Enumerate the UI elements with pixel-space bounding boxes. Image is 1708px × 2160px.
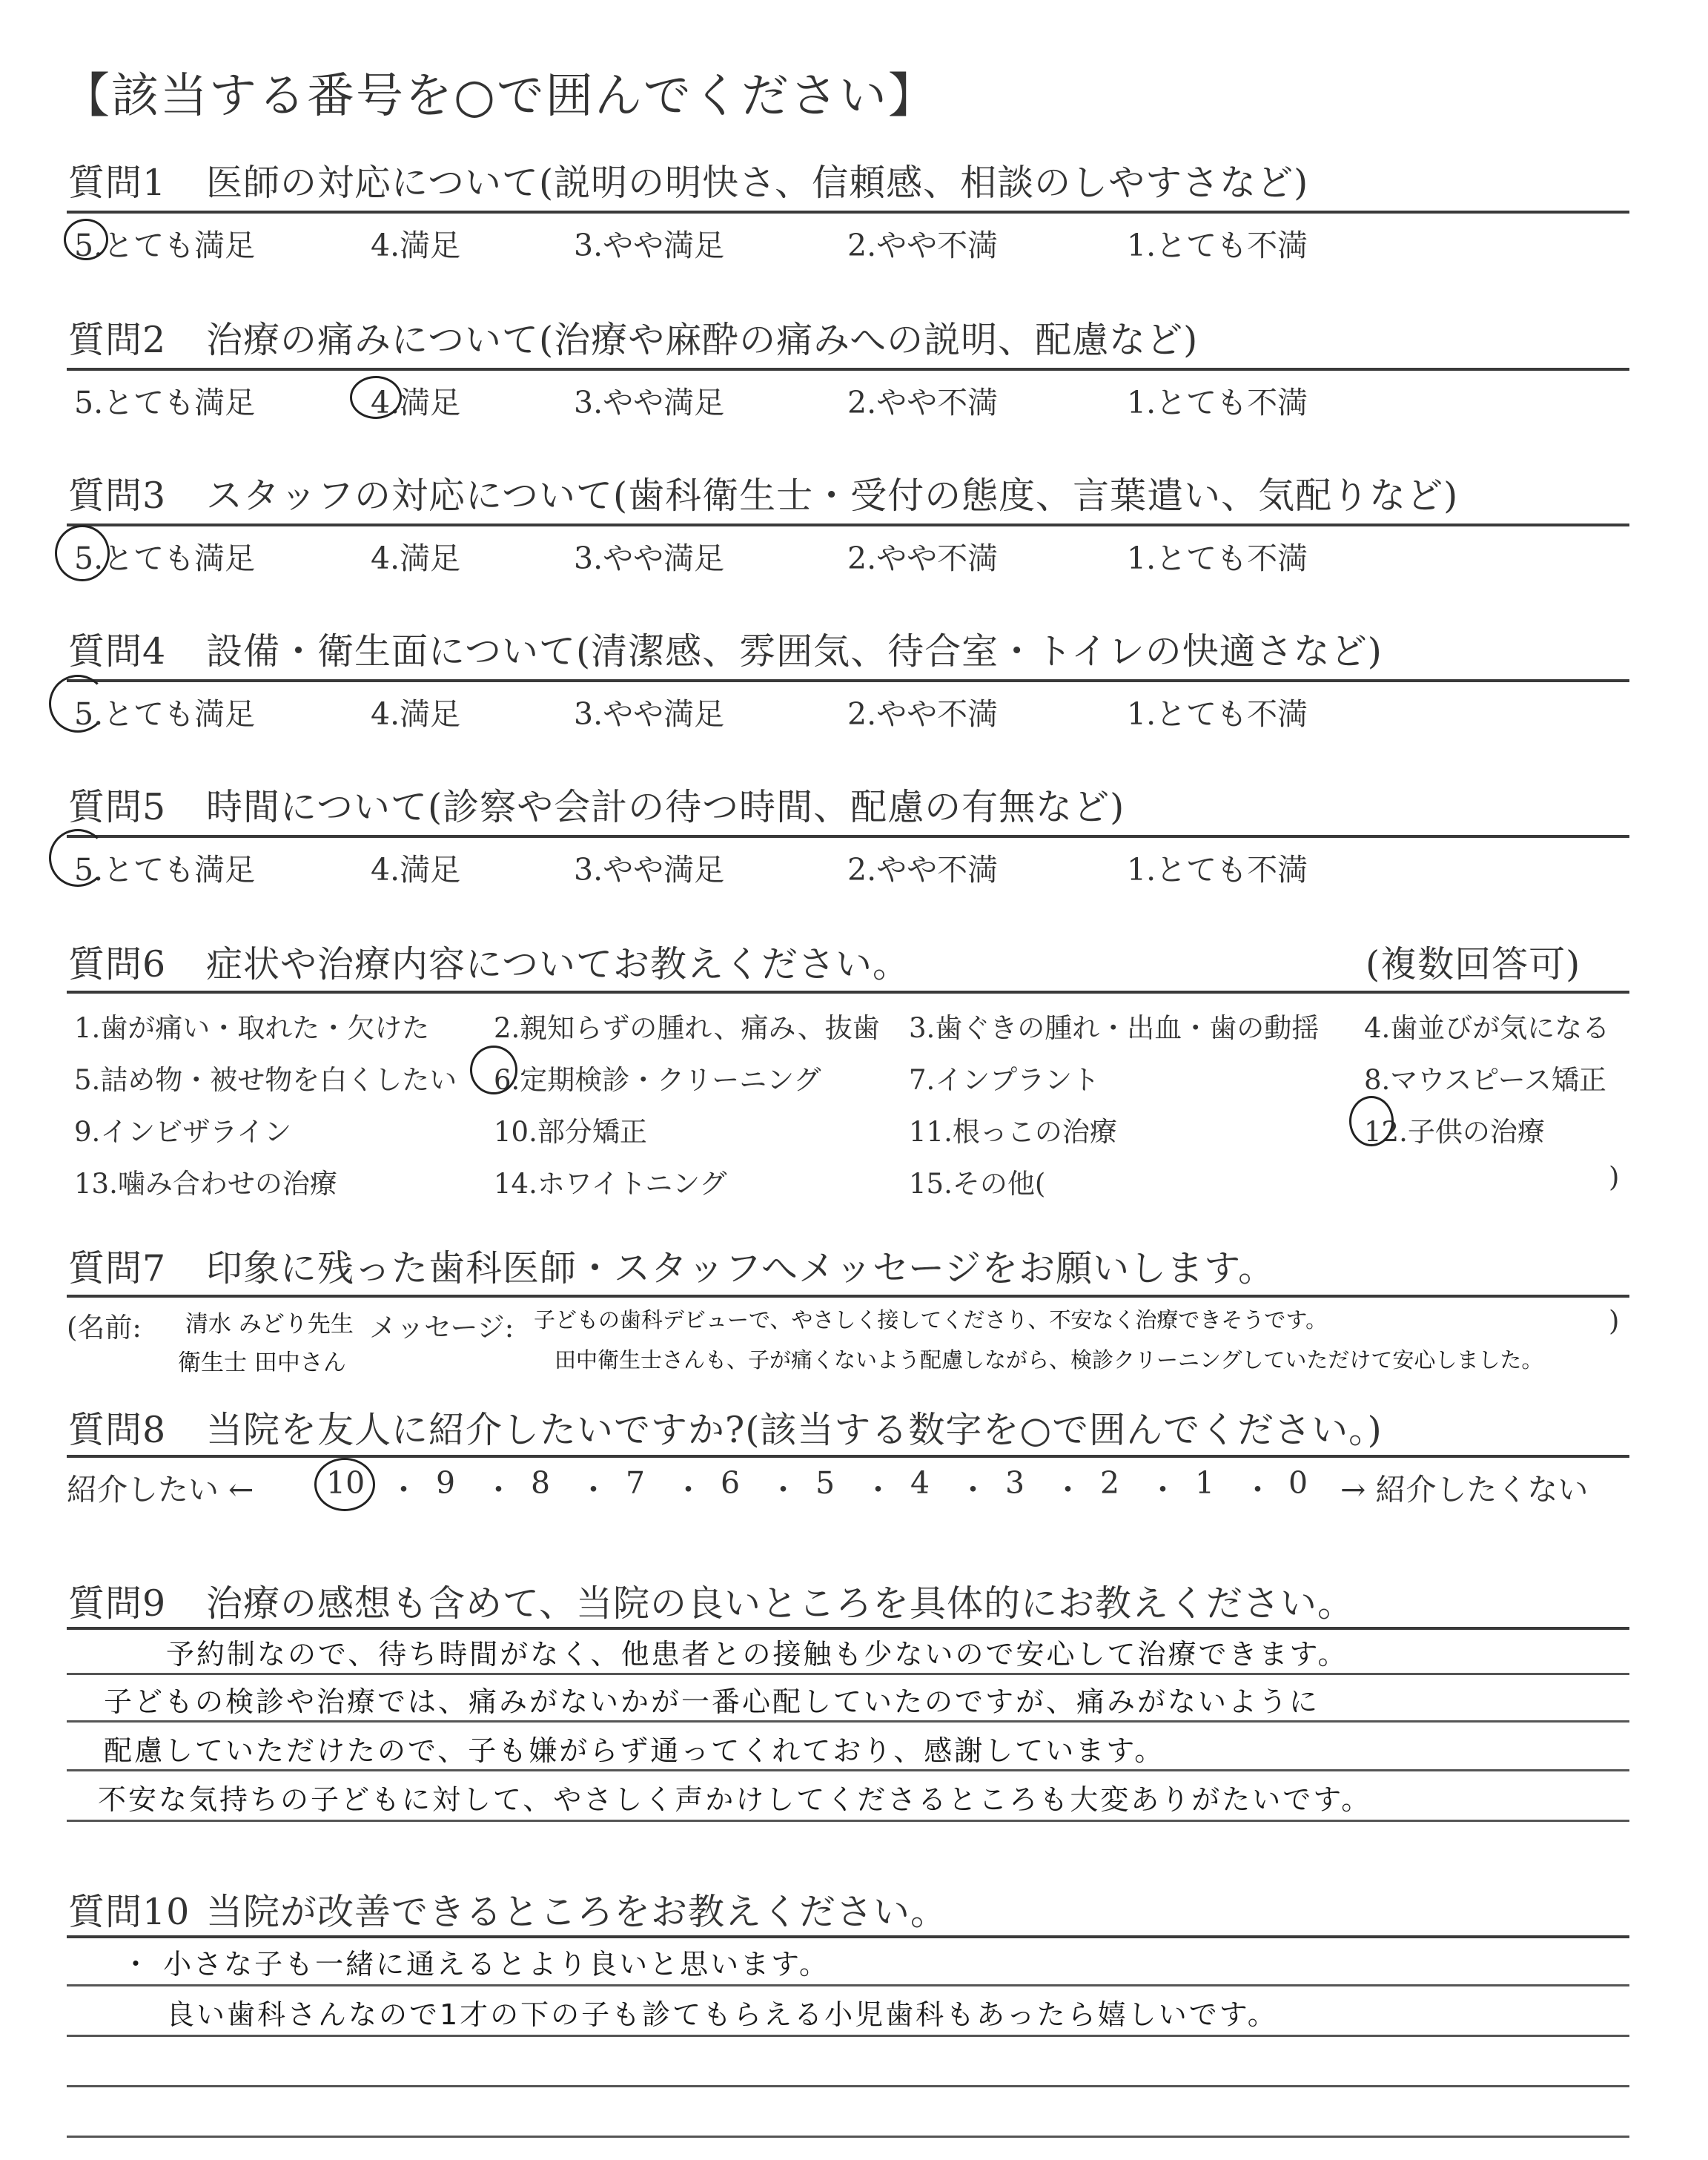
q6-option-5[interactable]: 5.詰め物・被せ物を白くしたい	[74, 1064, 457, 1096]
q7-name-1: 清水 みどり先生	[185, 1311, 354, 1338]
q6-option-14[interactable]: 14.ホワイトニング	[494, 1168, 727, 1200]
q8-score-7[interactable]: 7	[626, 1465, 646, 1501]
q9-answer-line-2: 子どもの検診や治療では、痛みがないかが一番心配していたのですが、痛みがないように	[104, 1685, 1320, 1718]
q1-option-2[interactable]: 2.やや不満	[847, 228, 999, 263]
q1-option-5[interactable]: 5.とても満足	[74, 228, 256, 263]
question-7-text: 印象に残った歯科医師・スタッフへメッセージをお願いします。	[206, 1247, 1276, 1289]
question-5-text: 時間について(診察や会計の待つ時間、配慮の有無など)	[206, 786, 1125, 828]
q6-option-1[interactable]: 1.歯が痛い・取れた・欠けた	[74, 1012, 430, 1044]
q10-ruled-line	[67, 2136, 1629, 2138]
q9-ruled-line	[67, 1720, 1629, 1723]
question-9-label: 質問9	[68, 1582, 167, 1625]
q8-score-3[interactable]: 3	[1005, 1465, 1025, 1501]
q8-separator: ・	[673, 1472, 704, 1507]
q7-message-line-2: 田中衛生士さんも、子が痛くないよう配慮しながら、検診クリーニングしていただけて安心しました。	[555, 1347, 1543, 1373]
q8-separator: ・	[1242, 1472, 1273, 1507]
q7-message-line-1: 子どもの歯科デビューで、やさしく接してくださり、不安なく治療できそうです。	[534, 1307, 1328, 1332]
q8-separator: ・	[768, 1472, 798, 1507]
q6-selection-circle-12	[1349, 1096, 1394, 1146]
q1-option-1[interactable]: 1.とても不満	[1127, 228, 1308, 263]
question-3-text: スタッフの対応について(歯科衛生士・受付の態度、言葉遣い、気配りなど)	[206, 475, 1459, 517]
q8-score-4[interactable]: 4	[910, 1465, 930, 1501]
q8-separator: ・	[1148, 1472, 1178, 1507]
q5-option-4[interactable]: 4.満足	[371, 852, 461, 888]
q8-left-label: 紹介したい ←	[67, 1472, 254, 1507]
q7-name-2: 衛生士 田中さん	[178, 1350, 346, 1376]
q8-separator: ・	[483, 1472, 514, 1507]
q6-selection-circle-6	[470, 1046, 517, 1094]
question-1-divider	[67, 211, 1629, 214]
q6-option-7[interactable]: 7.インプラント	[909, 1064, 1100, 1096]
q4-selection-circle	[49, 675, 107, 733]
q9-answer-line-4: 不安な気持ちの子どもに対して、やさしく声かけしてくださるところも大変ありがたいです。	[98, 1783, 1372, 1816]
question-8-label: 質問8	[68, 1409, 167, 1451]
question-6-text: 症状や治療内容についてお教えください。	[206, 943, 910, 985]
question-10-label: 質問10	[68, 1891, 191, 1933]
question-10-text: 当院が改善できるところをお教えください。	[206, 1891, 948, 1933]
q6-option-6[interactable]: 6.定期検診・クリーニング	[494, 1064, 821, 1096]
q8-right-label: → 紹介したくない	[1340, 1472, 1589, 1507]
q8-score-10[interactable]: 10	[326, 1465, 365, 1501]
q8-separator: ・	[863, 1472, 893, 1507]
q1-option-3[interactable]: 3.やや満足	[574, 228, 725, 263]
q8-score-5[interactable]: 5	[815, 1465, 835, 1501]
q3-option-5[interactable]: 5.とても満足	[74, 541, 256, 576]
q8-score-9[interactable]: 9	[436, 1465, 456, 1501]
question-9-text: 治療の感想も含めて、当院の良いところを具体的にお教えください。	[206, 1582, 1355, 1625]
question-2-text: 治療の痛みについて(治療や麻酔の痛みへの説明、配慮など)	[206, 319, 1199, 361]
q8-separator: ・	[388, 1472, 419, 1507]
q9-ruled-line	[67, 1820, 1629, 1822]
q9-answer-line-3: 配慮していただけたので、子も嫌がらず通ってくれており、感謝しています。	[104, 1734, 1165, 1767]
q3-option-3[interactable]: 3.やや満足	[574, 541, 725, 576]
q3-option-1[interactable]: 1.とても不満	[1127, 541, 1308, 576]
q6-option-3[interactable]: 3.歯ぐきの腫れ・出血・歯の動揺	[909, 1012, 1320, 1044]
q8-score-8[interactable]: 8	[531, 1465, 551, 1501]
q2-option-2[interactable]: 2.やや不満	[847, 385, 999, 420]
question-6-note: (複数回答可)	[1366, 943, 1581, 985]
q3-option-2[interactable]: 2.やや不満	[847, 541, 999, 576]
q7-message-label: メッセージ:	[369, 1312, 514, 1344]
q6-option-9[interactable]: 9.インビザライン	[74, 1116, 292, 1148]
question-1-label: 質問1	[68, 162, 167, 204]
question-6-divider	[67, 991, 1629, 994]
q4-option-1[interactable]: 1.とても不満	[1127, 696, 1308, 732]
q3-selection-circle	[55, 525, 110, 581]
q2-option-1[interactable]: 1.とても不満	[1127, 385, 1308, 420]
q8-selection-circle	[314, 1458, 375, 1511]
q9-ruled-line	[67, 1769, 1629, 1771]
q8-score-6[interactable]: 6	[721, 1465, 741, 1501]
q10-ruled-line	[67, 2035, 1629, 2037]
question-6-label: 質問6	[68, 943, 167, 985]
question-10-divider	[67, 1935, 1629, 1938]
question-9-divider	[67, 1627, 1629, 1630]
q4-option-4[interactable]: 4.満足	[371, 696, 461, 732]
q10-ruled-line	[67, 2085, 1629, 2087]
q8-score-1[interactable]: 1	[1195, 1465, 1215, 1501]
q8-score-0[interactable]: 0	[1288, 1465, 1308, 1501]
q2-option-5[interactable]: 5.とても満足	[74, 385, 256, 420]
question-5-label: 質問5	[68, 786, 167, 828]
q6-option-11[interactable]: 11.根っこの治療	[909, 1116, 1117, 1148]
q4-option-2[interactable]: 2.やや不満	[847, 696, 999, 732]
question-8-text: 当院を友人に紹介したいですか?(該当する数字を○で囲んでください。)	[206, 1409, 1383, 1451]
q6-option-10[interactable]: 10.部分矯正	[494, 1116, 647, 1148]
question-4-label: 質問4	[68, 630, 167, 673]
question-1-text: 医師の対応について(説明の明快さ、信頼感、相談のしやすさなど)	[206, 162, 1309, 204]
q8-separator: ・	[958, 1472, 988, 1507]
q9-answer-line-1: 予約制なので、待ち時間がなく、他患者との接触も少ないので安心して治療できます。	[166, 1638, 1348, 1671]
q6-option-8[interactable]: 8.マウスピース矯正	[1364, 1064, 1606, 1096]
q2-option-3[interactable]: 3.やや満足	[574, 385, 725, 420]
question-7-label: 質問7	[68, 1247, 167, 1289]
q7-close-paren: )	[1609, 1305, 1620, 1337]
q5-option-3[interactable]: 3.やや満足	[574, 852, 725, 888]
question-7-divider	[67, 1295, 1629, 1298]
q1-selection-circle	[64, 219, 108, 260]
q5-selection-circle	[49, 829, 107, 887]
q9-ruled-line	[67, 1673, 1629, 1675]
q4-option-5[interactable]: 5.とても満足	[74, 696, 256, 732]
q2-selection-circle	[350, 376, 402, 419]
question-5-divider	[67, 835, 1629, 838]
q5-option-1[interactable]: 1.とても不満	[1127, 852, 1308, 888]
page-title: 【該当する番号を○で囲んでください】	[62, 69, 937, 124]
q5-option-2[interactable]: 2.やや不満	[847, 852, 999, 888]
question-4-text: 設備・衛生面について(清潔感、雰囲気、待合室・トイレの快適さなど)	[206, 630, 1383, 673]
q10-answer-line-1: ・ 小さな子も一緒に通えるとより良いと思います。	[122, 1948, 830, 1981]
question-2-label: 質問2	[68, 319, 167, 361]
q3-option-4[interactable]: 4.満足	[371, 541, 461, 576]
q8-separator: ・	[1053, 1472, 1083, 1507]
q2-option-4[interactable]: 4.満足	[371, 385, 461, 420]
question-4-divider	[67, 679, 1629, 682]
q6-option-2[interactable]: 2.親知らずの腫れ、痛み、抜歯	[494, 1012, 880, 1044]
q10-ruled-line	[67, 1984, 1629, 1986]
question-2-divider	[67, 368, 1629, 371]
q6-option-12[interactable]: 12.子供の治療	[1364, 1116, 1545, 1148]
q7-name-label: (名前:	[67, 1312, 142, 1344]
q4-option-3[interactable]: 3.やや満足	[574, 696, 725, 732]
q6-option-13[interactable]: 13.噛み合わせの治療	[74, 1168, 337, 1200]
q6-option-15[interactable]: 15.その他(	[909, 1168, 1046, 1200]
question-3-label: 質問3	[68, 475, 167, 517]
q10-answer-line-2: 良い歯科さんなので1才の下の子も診てもらえる小児歯科もあったら嬉しいです。	[166, 1998, 1278, 2031]
q6-other-close-paren: )	[1609, 1161, 1620, 1193]
q8-score-2[interactable]: 2	[1100, 1465, 1120, 1501]
q5-option-5[interactable]: 5.とても満足	[74, 852, 256, 888]
q1-option-4[interactable]: 4.満足	[371, 228, 461, 263]
question-8-divider	[67, 1455, 1629, 1458]
q6-option-4[interactable]: 4.歯並びが気になる	[1364, 1012, 1610, 1044]
question-3-divider	[67, 524, 1629, 526]
q8-separator: ・	[578, 1472, 609, 1507]
